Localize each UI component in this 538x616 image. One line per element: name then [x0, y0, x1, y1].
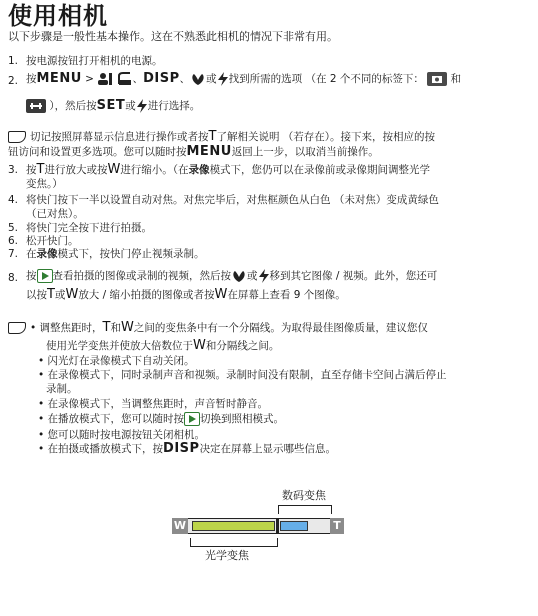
step-number: 2.: [8, 75, 19, 87]
step-number: 1.: [8, 55, 19, 67]
face-detect-icon: [97, 72, 113, 86]
step-number: 3.: [8, 164, 19, 176]
zoom-divider: [276, 519, 279, 533]
step-text: 或: [54, 289, 66, 301]
note-text: 切记按照屏幕显示信息进行操作或者按: [30, 131, 209, 143]
step-text: 找到所需的选项 （在 2 个不同的标签下：: [228, 73, 424, 85]
step-number: 8.: [8, 272, 19, 284]
tele-button-icon: T: [208, 129, 217, 144]
step-text: 按电源按钮打开相机的电源。: [26, 55, 163, 67]
step-3-line-1: [26, 163, 430, 177]
step-8-line-2: [26, 288, 346, 302]
step-7-line: [26, 247, 205, 261]
step-number: 6.: [8, 235, 19, 247]
zoom-tele-end: T: [330, 518, 344, 534]
step-number: 5.: [8, 222, 19, 234]
step-text: 按: [26, 164, 37, 176]
bullet-4: • 在录像模式下，当调整焦距时，声音暂时静音。: [38, 398, 269, 410]
bullet-5: • 在播放模式下，您可以随时按 切换到照相模式。: [38, 413, 285, 425]
note-text: 了解相关说明 （若存在）。接下来，按相应的按: [216, 131, 436, 143]
menu-button-text: MENU: [186, 144, 232, 159]
step-text: 在: [26, 248, 37, 260]
step-text: 进行缩小。（在: [120, 164, 189, 176]
wide-button-icon: W: [214, 287, 228, 302]
step-text: 和: [450, 73, 462, 85]
step-text: （已对焦）。: [26, 208, 84, 220]
menu-button-text: MENU: [36, 71, 82, 86]
wide-button-icon: W: [193, 338, 206, 353]
step-text: 进行放大或按: [44, 164, 108, 176]
disp-button-text: DISP: [163, 441, 200, 456]
digital-zoom-segment: [280, 521, 308, 531]
step-text: 放大 / 缩小拍摄的图像或者按: [78, 289, 215, 301]
step-number: 4.: [8, 194, 19, 206]
flash-mode-icon: [117, 72, 133, 86]
step-text: 将快门完全按下进行拍摄。: [26, 222, 152, 234]
bullet-text: 您可以随时按电源按钮关闭相机。: [47, 429, 206, 441]
bullet-text: 在录像模式下，当调整焦距时，声音暂时静音。: [47, 398, 269, 410]
bullet-text: 录制。: [46, 383, 78, 395]
tele-button-icon: T: [102, 320, 111, 335]
macro-icon: [231, 269, 247, 283]
optical-zoom-bracket: [190, 538, 278, 547]
step-text: 按: [26, 270, 37, 282]
note-text: 返回上一步，以取消当前操作。: [231, 146, 379, 158]
digital-zoom-bracket: [278, 505, 332, 514]
camera-tab-icon: [427, 72, 447, 86]
step-text: 模式下，按快门停止视频录制。: [57, 248, 205, 260]
bullet-3-line-1: • 在录像模式下，同时录制声音和视频。录制时间没有限制，直至存储卡空间占满后停止: [38, 369, 447, 381]
page-title: 使用相机: [8, 2, 108, 30]
step-text: 按: [26, 73, 37, 85]
step-2-line-2: [26, 99, 200, 113]
step-text: 或: [247, 270, 258, 282]
note-line-1: [8, 130, 435, 144]
bullet-text: 使用光学变焦并使放大倍数位于: [46, 340, 193, 352]
macro-icon: [190, 72, 206, 86]
step-bold: 录像: [36, 248, 58, 260]
tele-button-icon: T: [47, 287, 55, 302]
bullet-text: 和分隔线之间。: [205, 340, 280, 352]
step-2-line-1: 按MENU > 、DISP、 或 找到所需的选项 （在 2 个不同的标签下： 和: [26, 71, 462, 86]
note-icon: [8, 131, 26, 143]
wide-button-icon: W: [107, 162, 121, 177]
bullet-1-line-1: • 调整焦距时，T和W之间的变焦条中有一个分隔线。为取得最佳图像质量，建议您仅: [8, 321, 428, 335]
step-text: 以按: [26, 289, 47, 301]
digital-zoom-label: 数码变焦: [282, 489, 326, 502]
optical-zoom-label: 光学变焦: [205, 549, 249, 562]
bullet-text: 在拍摄或播放模式下，按: [47, 443, 164, 455]
note-line-2: [8, 145, 379, 159]
bullet-text: 在录像模式下，同时录制声音和视频。录制时间没有限制，直至存储卡空间占满后停止: [47, 369, 447, 381]
settings-tab-icon: [26, 99, 46, 113]
step-text: 进行选择。: [147, 100, 201, 112]
playback-button-icon: [184, 412, 200, 426]
wide-button-icon: W: [65, 287, 79, 302]
bullet-text: 决定在屏幕上显示哪些信息。: [199, 443, 337, 455]
disp-button-text: DISP: [143, 71, 180, 86]
bullet-text: 之间的变焦条中有一个分隔线。为取得最佳图像质量，建议您仅: [133, 322, 428, 334]
step-number: 7.: [8, 248, 19, 260]
bullet-2: • 闪光灯在录像模式下自动关闭。: [38, 355, 195, 367]
bullet-6: • 您可以随时按电源按钮关闭相机。: [38, 429, 206, 441]
flash-icon: [136, 99, 148, 113]
page-subtitle: 以下步骤是一般性基本操作。这在不熟悉此相机的情况下非常有用。: [8, 30, 338, 43]
flash-icon: [217, 72, 229, 86]
step-text: 模式下，您仍可以在录像前或录像期间调整光学: [209, 164, 431, 176]
zoom-wide-end: W: [173, 519, 187, 532]
flash-icon: [258, 269, 270, 283]
tele-button-icon: T: [36, 162, 45, 177]
step-text: 松开快门。: [26, 235, 79, 247]
gt-text: >: [85, 73, 94, 85]
step-text: 查看拍摄的图像或录制的视频，然后按: [52, 270, 231, 282]
step-text: 或: [125, 100, 136, 112]
optical-zoom-segment: [192, 521, 275, 531]
bullet-text: 切换到照相模式。: [200, 413, 285, 425]
note-icon: [8, 322, 26, 334]
bullet-text: 闪光灯在录像模式下自动关闭。: [47, 355, 195, 367]
step-text: 或: [206, 73, 217, 85]
step-text: 将快门按下一半以设置自动对焦。对焦完毕后，对焦框颜色从白色 （未对焦）变成黄绿色: [26, 194, 439, 206]
playback-button-icon: [37, 269, 53, 283]
bullet-text: 在播放模式下，您可以随时按: [47, 413, 185, 425]
step-text: 变焦。）: [26, 178, 63, 190]
wide-button-icon: W: [120, 320, 134, 335]
step-text: 在屏幕上查看 9 个图像。: [227, 289, 346, 301]
bullet-1-line-2: [46, 339, 279, 353]
step-8-line-1: [26, 269, 437, 283]
bullet-7: • 在拍摄或播放模式下，按DISP决定在屏幕上显示哪些信息。: [38, 441, 337, 456]
bullet-text: 和: [110, 322, 121, 334]
bullet-text: 调整焦距时，: [39, 322, 103, 334]
step-text: ），然后按: [49, 100, 97, 112]
step-text: 移到其它图像 / 视频。此外，您还可: [269, 270, 438, 282]
set-button-text: SET: [96, 98, 126, 113]
note-text: 钮访问和设置更多选项。您可以随时按: [8, 146, 187, 158]
step-bold: 录像: [188, 164, 210, 176]
